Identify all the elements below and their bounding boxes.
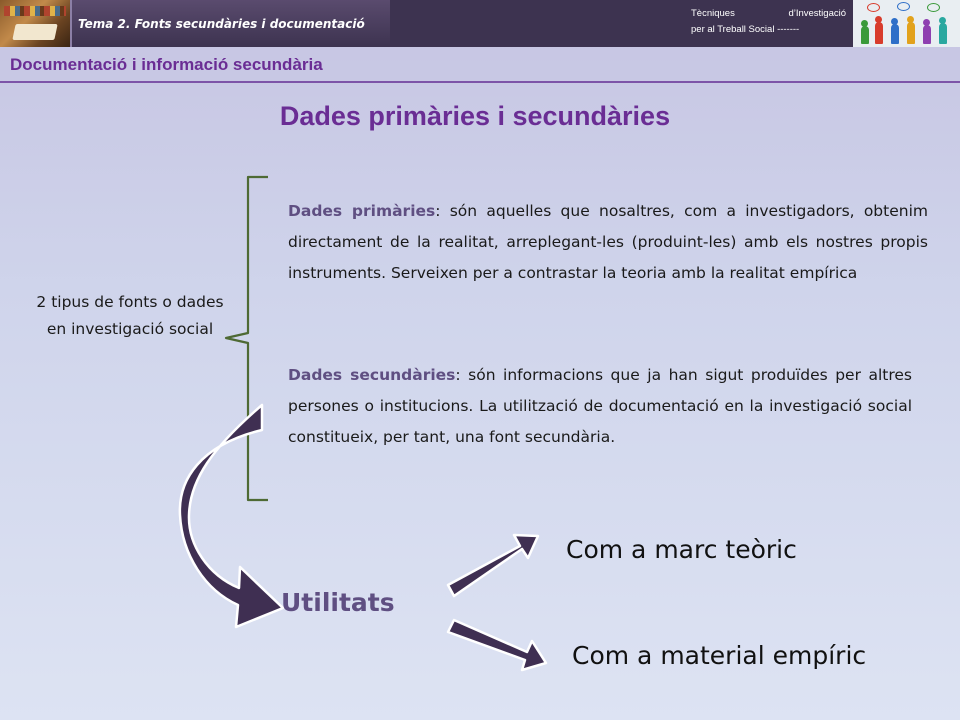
arrow-to-marc-teoric bbox=[448, 535, 538, 596]
course-title-word1: Tècniques bbox=[691, 8, 735, 19]
primary-data-text: : són aquelles que nosaltres, com a investigadors, obtenim directament de la realitat, arreplegant-les (produint-les) amb els nostres propis instruments. Serveixen per a contrastar la teoria amb la realitat empírica bbox=[288, 202, 928, 282]
use-marc-teoric: Com a marc teòric bbox=[566, 535, 797, 564]
curly-brace bbox=[226, 177, 268, 500]
types-label: 2 tipus de fonts o dades en investigació social bbox=[36, 293, 224, 338]
utilitats-label: Utilitats bbox=[281, 588, 395, 617]
secondary-data-text: : són informacions que ja han sigut produïdes per altres persones o institucions. La utilització de documentació en la investigació social constitueix, per tant, una font secundària. bbox=[288, 366, 912, 446]
secondary-data-term: Dades secundàries bbox=[288, 366, 456, 384]
section-title: Documentació i informació secundària bbox=[10, 55, 323, 74]
slide-title: Dades primàries i secundàries bbox=[279, 101, 671, 131]
tema-title: Tema 2. Fonts secundàries i documentació bbox=[78, 17, 365, 31]
primary-data-term: Dades primàries bbox=[288, 202, 436, 220]
course-title-line2: per al Treball Social ------- bbox=[691, 24, 800, 35]
course-title-word2: d’Investigació bbox=[788, 8, 846, 19]
use-material-empiric: Com a material empíric bbox=[572, 641, 867, 670]
curved-arrow bbox=[180, 405, 283, 627]
arrow-to-material-empiric bbox=[448, 620, 546, 670]
